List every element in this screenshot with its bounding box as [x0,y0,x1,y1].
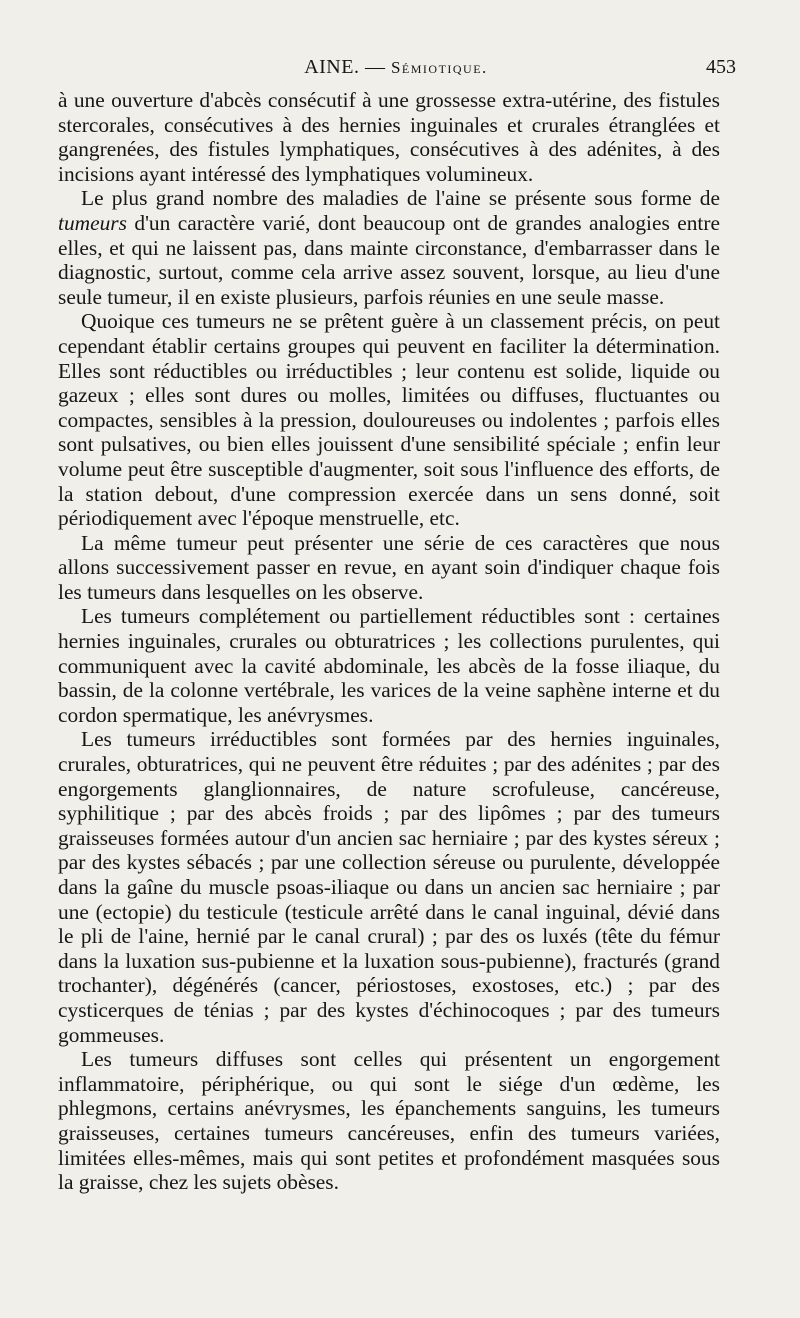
page-number: 453 [706,56,736,78]
paragraph-1: à une ouverture d'abcès consécutif à une grossesse extra-utérine, des fistules stercorales, consécutives à des hernies inguinales et crurales étranglées et gangrenées, des fistules lymphatiques, consécutives à des adénites, à des incisions ayant intéressé des lymphatiques volumineux. [58,88,720,186]
body-text [58,88,720,1195]
paragraph-3: Quoique ces tumeurs ne se prêtent guère à un classement précis, on peut cependant établir certains groupes qui peuvent en faciliter la détermination. Elles sont réductibles ou irréductibles ; leur contenu est solide, liquide ou gazeux ; elles sont dures ou molles, limitées ou diffuses, fluctuantes ou compactes, sensibles à la pression, douloureuses ou indolentes ; parfois elles sont pulsatives, ou bien elles jouissent d'une sensibilité spéciale ; enfin leur volume peut être susceptible d'augmenter, soit sous l'influence des efforts, de la station debout, d'une compression exercée dans un sens donné, soit périodiquement avec l'époque menstruelle, etc. [58,309,720,531]
paragraph-6: Les tumeurs irréductibles sont formées par des hernies inguinales, crurales, obturatrices, qui ne peuvent être réduites ; par des adénites ; par des engorgements glanglionnaires, de nature scrofuleuse, cancéreuse, syphilitique ; par des abcès froids ; par des lipômes ; par des tumeurs graisseuses formées autour d'un ancien sac herniaire ; par des kystes séreux ; par des kystes sébacés ; par une collection séreuse ou purulente, développée dans la gaîne du muscle psoas-iliaque ou dans un ancien sac herniaire ; par une (ectopie) du testicule (testicule arrêté dans le canal inguinal, dévié dans le pli de l'aine, hernié par le canal crural) ; par des os luxés (tête du fémur dans la luxation sus-pubienne et la luxation sous-pubienne), fracturés (grand trochanter), dégénérés (cancer, périostoses, exostoses, etc.) ; par des cysticerques de ténias ; par des kystes d'échinocoques ; par des tumeurs gommeuses. [58,727,720,1047]
italic-tumeurs: tumeurs [58,210,127,235]
title-sub: Sémiotique. [390,58,488,77]
paragraph-4: La même tumeur peut présenter une série de ces caractères que nous allons successivement passer en revue, en ayant soin d'indiquer chaque fois les tumeurs dans lesquelles on les observe. [58,530,720,604]
paragraph-2 [58,186,720,309]
running-title [56,56,736,79]
paragraph-7: Les tumeurs diffuses sont celles qui présentent un engorgement inflammatoire, périphérique, ou qui sont le siége d'un œdème, les phlegmons, certains anévrysmes, les épanchements sanguins, les tumeurs graisseuses, certaines tumeurs cancéreuses, enfin des tumeurs variées, limitées elles-mêmes, mais qui sont petites et profondément masquées sous la graisse, chez les sujets obèses. [58,1047,720,1195]
paragraph-5: Les tumeurs complétement ou partiellement réductibles sont : certaines hernies inguinales, crurales ou obturatrices ; les collections purulentes, qui communiquent avec la cavité abdominale, les abcès de la fosse iliaque, du bassin, de la colonne vertébrale, les varices de la veine saphène interne et du cordon spermatique, les anévrysmes. [58,604,720,727]
title-main: AINE. — [304,56,391,78]
running-header [56,56,736,82]
paragraph-2-text: Le plus grand nombre des maladies de l'aine se présente sous forme de tumeurs d'un caractère varié, dont beaucoup ont de grandes analogies entre elles, et qui ne laissent pas, dans mainte circonstance, d'embarrasser dans le diagnostic, surtout, comme cela arrive assez souvent, lorsque, au lieu d'une seule tumeur, il en existe plusieurs, parfois réunies en une seule masse. [58,186,720,309]
